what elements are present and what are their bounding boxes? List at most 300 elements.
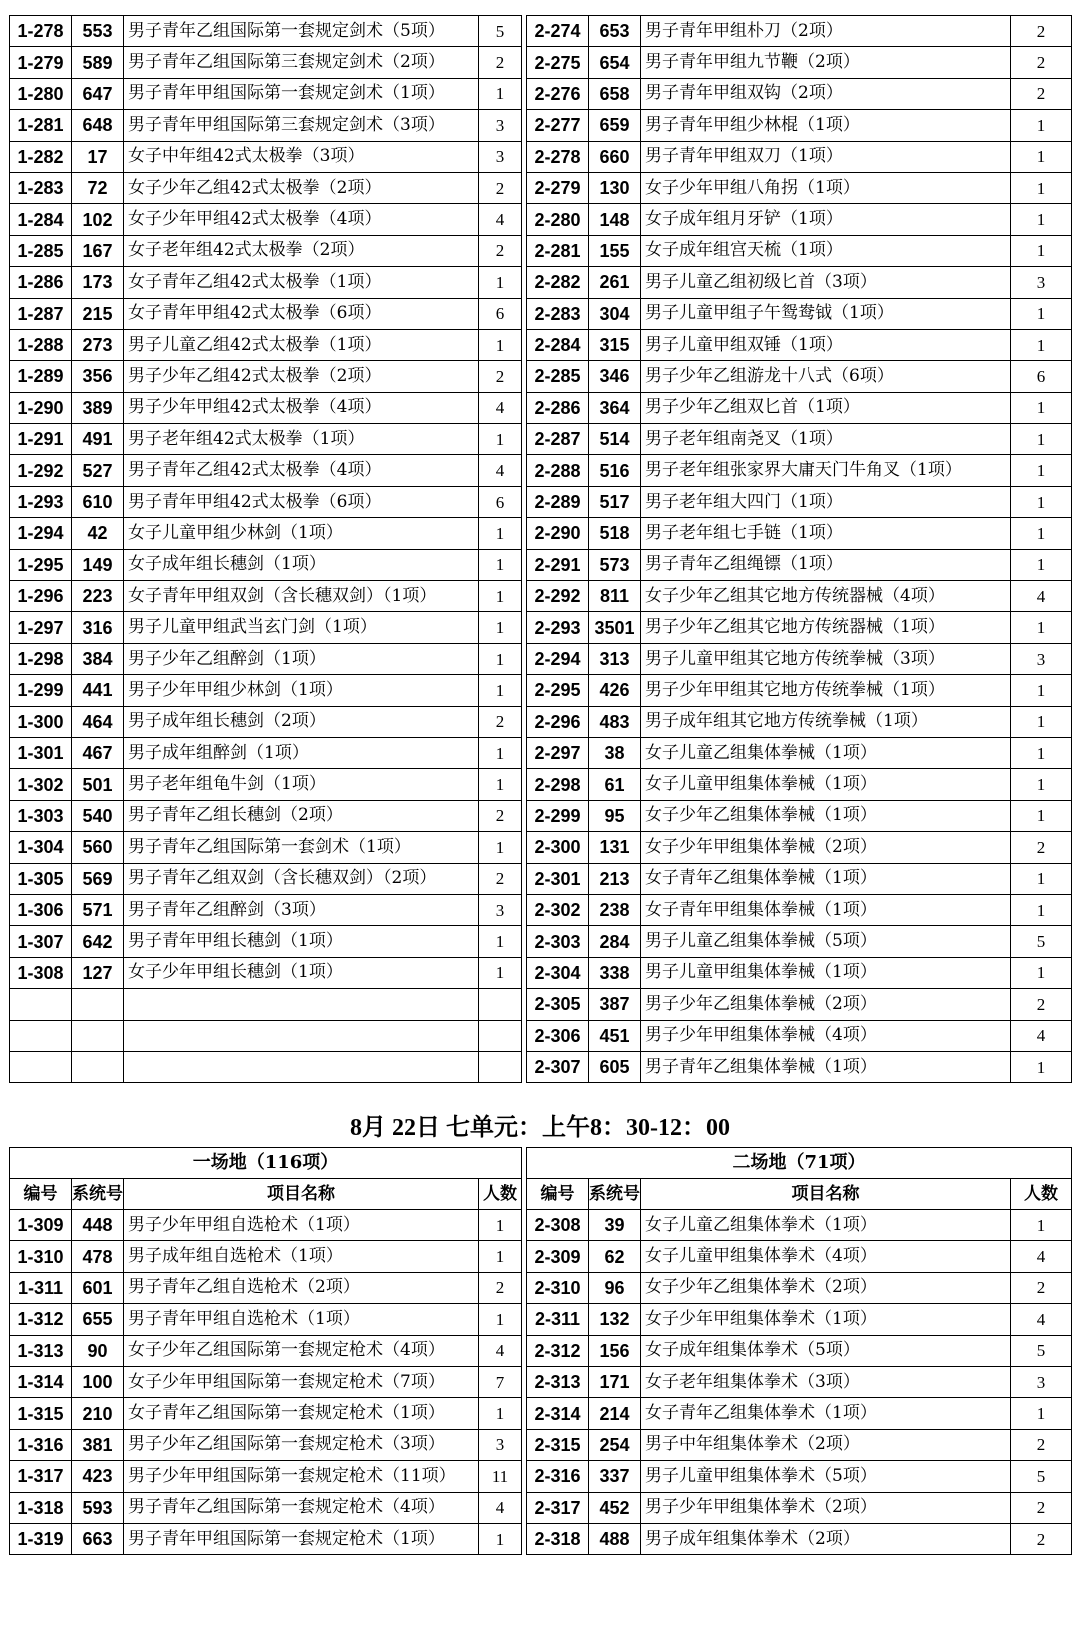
system-number: 214 (589, 1398, 641, 1429)
col-header-count: 人数 (1011, 1179, 1072, 1210)
system-number: 491 (72, 424, 124, 455)
table-row (10, 424, 1072, 455)
event-name: 男子老年组张家界大庸天门牛角叉（1项） (641, 455, 1011, 486)
system-number: 642 (72, 926, 124, 957)
event-code: 1-278 (10, 16, 72, 47)
table-row (10, 1020, 1072, 1051)
event-code: 2-314 (527, 1398, 589, 1429)
event-name: 男子少年乙组42式太极拳（2项） (124, 361, 479, 392)
table-row (10, 1461, 1072, 1492)
table-row (10, 894, 1072, 925)
participant-count: 1 (1011, 172, 1072, 203)
system-number: 610 (72, 486, 124, 517)
event-name (124, 1051, 479, 1082)
system-number: 304 (589, 298, 641, 329)
system-number: 261 (589, 267, 641, 298)
table-row (10, 110, 1072, 141)
participant-count: 1 (1011, 675, 1072, 706)
event-name: 男子青年乙组国际第三套规定剑术（2项） (124, 47, 479, 78)
system-number: 156 (589, 1335, 641, 1366)
event-code: 2-316 (527, 1461, 589, 1492)
event-name: 女子青年甲组集体拳械（1项） (641, 894, 1011, 925)
event-code: 1-279 (10, 47, 72, 78)
event-name: 男子少年乙组游龙十八式（6项） (641, 361, 1011, 392)
participant-count: 2 (1011, 1492, 1072, 1523)
event-code: 1-293 (10, 486, 72, 517)
table-row (10, 361, 1072, 392)
participant-count: 1 (479, 675, 522, 706)
table-row (10, 675, 1072, 706)
system-number: 518 (589, 518, 641, 549)
event-code: 1-306 (10, 894, 72, 925)
table-row (10, 16, 1072, 47)
event-code: 1-304 (10, 832, 72, 863)
table-row (10, 392, 1072, 423)
event-code: 2-285 (527, 361, 589, 392)
event-name: 女子少年乙组其它地方传统器械（4项） (641, 581, 1011, 612)
participant-count: 2 (1011, 989, 1072, 1020)
event-code: 1-317 (10, 1461, 72, 1492)
system-number (72, 1020, 124, 1051)
event-code: 1-284 (10, 204, 72, 235)
system-number: 17 (72, 141, 124, 172)
table-row (10, 267, 1072, 298)
event-name: 女子少年甲组长穗剑（1项） (124, 957, 479, 988)
participant-count: 1 (1011, 204, 1072, 235)
participant-count: 2 (479, 1272, 522, 1303)
event-code: 1-281 (10, 110, 72, 141)
participant-count: 4 (479, 392, 522, 423)
participant-count: 1 (479, 1398, 522, 1429)
participant-count: 1 (479, 1523, 522, 1554)
system-number: 648 (72, 110, 124, 141)
participant-count: 1 (1011, 392, 1072, 423)
participant-count: 3 (1011, 267, 1072, 298)
event-code: 2-317 (527, 1492, 589, 1523)
participant-count: 2 (479, 235, 522, 266)
event-name: 女子青年乙组国际第一套规定枪术（1项） (124, 1398, 479, 1429)
event-code: 2-281 (527, 235, 589, 266)
event-code: 2-300 (527, 832, 589, 863)
event-name: 女子青年乙组集体拳械（1项） (641, 863, 1011, 894)
system-number: 42 (72, 518, 124, 549)
event-code: 2-286 (527, 392, 589, 423)
event-code: 2-307 (527, 1051, 589, 1082)
event-name: 女子少年甲组集体拳术（1项） (641, 1304, 1011, 1335)
participant-count: 1 (1011, 1398, 1072, 1429)
system-number: 387 (589, 989, 641, 1020)
participant-count: 1 (1011, 1051, 1072, 1082)
event-code: 1-305 (10, 863, 72, 894)
event-code: 1-285 (10, 235, 72, 266)
participant-count: 1 (1011, 235, 1072, 266)
event-name: 女子儿童乙组集体拳械（1项） (641, 737, 1011, 768)
participant-count: 1 (1011, 612, 1072, 643)
participant-count: 1 (479, 1241, 522, 1272)
event-code: 2-290 (527, 518, 589, 549)
table-row (10, 1335, 1072, 1366)
table-row (10, 172, 1072, 203)
system-number: 654 (589, 47, 641, 78)
event-name: 男子成年组醉剑（1项） (124, 737, 479, 768)
system-number: 426 (589, 675, 641, 706)
participant-count: 1 (479, 518, 522, 549)
system-number: 223 (72, 581, 124, 612)
event-code: 2-283 (527, 298, 589, 329)
system-number: 346 (589, 361, 641, 392)
system-number: 72 (72, 172, 124, 203)
participant-count: 1 (1011, 486, 1072, 517)
participant-count: 2 (479, 800, 522, 831)
system-number: 90 (72, 1335, 124, 1366)
system-number: 389 (72, 392, 124, 423)
event-name: 女子儿童甲组少林剑（1项） (124, 518, 479, 549)
event-name: 男子儿童甲组集体拳术（5项） (641, 1461, 1011, 1492)
col-header-name: 项目名称 (641, 1179, 1011, 1210)
participant-count: 5 (1011, 926, 1072, 957)
event-name: 女子青年甲组42式太极拳（6项） (124, 298, 479, 329)
event-name: 男子中年组集体拳术（2项） (641, 1429, 1011, 1460)
event-name: 女子少年甲组42式太极拳（4项） (124, 204, 479, 235)
event-name: 女子少年甲组国际第一套规定枪术（7项） (124, 1366, 479, 1397)
system-number: 573 (589, 549, 641, 580)
event-name: 男子儿童甲组集体拳械（1项） (641, 957, 1011, 988)
system-number: 488 (589, 1523, 641, 1554)
event-name: 女子少年乙组集体拳械（1项） (641, 800, 1011, 831)
participant-count: 4 (479, 455, 522, 486)
system-number: 102 (72, 204, 124, 235)
event-code: 2-288 (527, 455, 589, 486)
system-number: 467 (72, 737, 124, 768)
event-name: 女子青年乙组集体拳术（1项） (641, 1398, 1011, 1429)
participant-count: 1 (1011, 1210, 1072, 1241)
system-number: 38 (589, 737, 641, 768)
participant-count: 5 (1011, 1461, 1072, 1492)
system-number: 514 (589, 424, 641, 455)
event-code: 2-318 (527, 1523, 589, 1554)
system-number: 601 (72, 1272, 124, 1303)
participant-count: 1 (1011, 706, 1072, 737)
event-code: 1-297 (10, 612, 72, 643)
system-number: 132 (589, 1304, 641, 1335)
system-number: 441 (72, 675, 124, 706)
event-code: 2-298 (527, 769, 589, 800)
event-code: 2-277 (527, 110, 589, 141)
system-number: 527 (72, 455, 124, 486)
event-code: 2-278 (527, 141, 589, 172)
system-number: 381 (72, 1429, 124, 1460)
system-number: 364 (589, 392, 641, 423)
event-name: 男子青年乙组长穗剑（2项） (124, 800, 479, 831)
system-number: 3501 (589, 612, 641, 643)
event-name: 男子青年乙组双剑（含长穗双剑）（2项） (124, 863, 479, 894)
event-name: 女子成年组集体拳术（5项） (641, 1335, 1011, 1366)
event-code: 1-307 (10, 926, 72, 957)
schedule-table-top (9, 15, 1072, 1083)
participant-count: 1 (1011, 424, 1072, 455)
system-number: 560 (72, 832, 124, 863)
table-row (10, 235, 1072, 266)
event-code: 2-275 (527, 47, 589, 78)
participant-count (479, 1020, 522, 1051)
event-code: 2-282 (527, 267, 589, 298)
system-number: 448 (72, 1210, 124, 1241)
event-code: 1-280 (10, 78, 72, 109)
system-number: 167 (72, 235, 124, 266)
event-name: 女子少年乙组集体拳术（2项） (641, 1272, 1011, 1303)
event-name: 男子儿童甲组其它地方传统拳械（3项） (641, 643, 1011, 674)
participant-count: 1 (1011, 800, 1072, 831)
event-code: 1-302 (10, 769, 72, 800)
event-name: 男子少年甲组自选枪术（1项） (124, 1210, 479, 1241)
event-name: 男子青年甲组国际第一套规定剑术（1项） (124, 78, 479, 109)
event-code: 2-284 (527, 329, 589, 360)
event-name: 男子少年乙组双匕首（1项） (641, 392, 1011, 423)
event-code: 2-309 (527, 1241, 589, 1272)
schedule-table-bottom (9, 1147, 1072, 1555)
participant-count: 4 (1011, 581, 1072, 612)
system-number: 95 (589, 800, 641, 831)
table-row (10, 863, 1072, 894)
table-row (10, 832, 1072, 863)
participant-count: 2 (1011, 1429, 1072, 1460)
system-number: 39 (589, 1210, 641, 1241)
participant-count (479, 1051, 522, 1082)
event-code: 2-295 (527, 675, 589, 706)
system-number: 171 (589, 1366, 641, 1397)
table-row (10, 1429, 1072, 1460)
participant-count: 4 (1011, 1241, 1072, 1272)
system-number: 61 (589, 769, 641, 800)
system-number: 384 (72, 643, 124, 674)
participant-count: 6 (479, 486, 522, 517)
event-name: 男子成年组自选枪术（1项） (124, 1241, 479, 1272)
event-name: 男子少年甲组集体拳械（4项） (641, 1020, 1011, 1051)
event-code: 2-313 (527, 1366, 589, 1397)
event-code: 2-308 (527, 1210, 589, 1241)
table-row (10, 1272, 1072, 1303)
event-code: 1-283 (10, 172, 72, 203)
event-name: 男子儿童乙组集体拳械（5项） (641, 926, 1011, 957)
event-name: 男子老年组大四门（1项） (641, 486, 1011, 517)
event-name: 男子少年甲组42式太极拳（4项） (124, 392, 479, 423)
event-name: 男子青年乙组自选枪术（2项） (124, 1272, 479, 1303)
participant-count: 1 (479, 549, 522, 580)
event-name: 男子少年乙组醉剑（1项） (124, 643, 479, 674)
participant-count: 1 (479, 329, 522, 360)
participant-count: 4 (479, 1492, 522, 1523)
event-code: 2-301 (527, 863, 589, 894)
col-header-name: 项目名称 (124, 1179, 479, 1210)
event-code: 2-289 (527, 486, 589, 517)
participant-count: 1 (479, 769, 522, 800)
event-name: 男子儿童甲组武当玄门剑（1项） (124, 612, 479, 643)
event-name: 男子少年乙组集体拳械（2项） (641, 989, 1011, 1020)
participant-count: 5 (479, 16, 522, 47)
event-code: 1-318 (10, 1492, 72, 1523)
participant-count: 3 (479, 110, 522, 141)
event-name: 男子青年甲组双刀（1项） (641, 141, 1011, 172)
system-number: 605 (589, 1051, 641, 1082)
table-row (10, 1304, 1072, 1335)
participant-count: 2 (1011, 1523, 1072, 1554)
event-code (10, 1051, 72, 1082)
participant-count: 2 (1011, 47, 1072, 78)
event-name: 女子儿童甲组集体拳术（4项） (641, 1241, 1011, 1272)
event-name: 男子青年甲组九节鞭（2项） (641, 47, 1011, 78)
event-code: 1-310 (10, 1241, 72, 1272)
participant-count: 4 (479, 204, 522, 235)
event-name: 男子青年甲组少林棍（1项） (641, 110, 1011, 141)
event-code: 2-306 (527, 1020, 589, 1051)
event-code: 2-279 (527, 172, 589, 203)
system-number: 517 (589, 486, 641, 517)
table-row (10, 455, 1072, 486)
system-number: 62 (589, 1241, 641, 1272)
event-code: 1-319 (10, 1523, 72, 1554)
system-number: 96 (589, 1272, 641, 1303)
table-row (10, 926, 1072, 957)
table-row (10, 1366, 1072, 1397)
event-code: 1-315 (10, 1398, 72, 1429)
participant-count: 2 (479, 706, 522, 737)
event-name: 男子儿童甲组子午鸳鸯钺（1项） (641, 298, 1011, 329)
system-number: 155 (589, 235, 641, 266)
participant-count: 2 (1011, 16, 1072, 47)
event-name: 男子青年甲组42式太极拳（6项） (124, 486, 479, 517)
participant-count: 1 (1011, 298, 1072, 329)
system-number: 483 (589, 706, 641, 737)
system-number: 313 (589, 643, 641, 674)
event-code: 2-293 (527, 612, 589, 643)
participant-count: 1 (1011, 141, 1072, 172)
participant-count: 2 (1011, 1272, 1072, 1303)
participant-count: 4 (1011, 1304, 1072, 1335)
event-name: 男子少年甲组其它地方传统拳械（1项） (641, 675, 1011, 706)
system-number: 589 (72, 47, 124, 78)
system-number: 478 (72, 1241, 124, 1272)
system-number: 569 (72, 863, 124, 894)
participant-count: 2 (479, 863, 522, 894)
system-number: 451 (589, 1020, 641, 1051)
table-row (10, 141, 1072, 172)
table-row (10, 486, 1072, 517)
event-name: 男子少年乙组其它地方传统器械（1项） (641, 612, 1011, 643)
col-header-count: 人数 (479, 1179, 522, 1210)
event-code: 1-298 (10, 643, 72, 674)
participant-count: 6 (1011, 361, 1072, 392)
event-code: 2-297 (527, 737, 589, 768)
event-name: 女子少年乙组国际第一套规定枪术（4项） (124, 1335, 479, 1366)
system-number: 659 (589, 110, 641, 141)
event-name: 女子儿童乙组集体拳术（1项） (641, 1210, 1011, 1241)
participant-count: 1 (1011, 957, 1072, 988)
event-code: 2-299 (527, 800, 589, 831)
participant-count: 7 (479, 1366, 522, 1397)
event-name: 男子少年甲组少林剑（1项） (124, 675, 479, 706)
participant-count: 1 (1011, 549, 1072, 580)
event-name: 男子青年乙组国际第一套规定枪术（4项） (124, 1492, 479, 1523)
event-code: 2-292 (527, 581, 589, 612)
participant-count: 2 (479, 47, 522, 78)
event-code: 2-287 (527, 424, 589, 455)
system-number: 273 (72, 329, 124, 360)
event-code: 2-305 (527, 989, 589, 1020)
participant-count: 11 (479, 1461, 522, 1492)
event-name: 女子青年甲组双剑（含长穗双剑）（1项） (124, 581, 479, 612)
participant-count: 2 (1011, 78, 1072, 109)
event-name: 男子青年甲组长穗剑（1项） (124, 926, 479, 957)
event-code: 1-308 (10, 957, 72, 988)
participant-count (479, 989, 522, 1020)
system-number: 148 (589, 204, 641, 235)
table-row (10, 1398, 1072, 1429)
participant-count: 2 (479, 361, 522, 392)
col-header-code: 编号 (527, 1179, 589, 1210)
participant-count: 3 (479, 1429, 522, 1460)
event-code: 1-282 (10, 141, 72, 172)
event-code: 1-287 (10, 298, 72, 329)
event-code: 1-290 (10, 392, 72, 423)
participant-count: 1 (1011, 455, 1072, 486)
session-title: 8月 22日 七单元：上午8：30-12：00 (350, 1115, 730, 1141)
event-code: 2-274 (527, 16, 589, 47)
system-number: 316 (72, 612, 124, 643)
event-name: 男子成年组长穗剑（2项） (124, 706, 479, 737)
participant-count: 1 (479, 1304, 522, 1335)
event-code: 2-312 (527, 1335, 589, 1366)
event-code: 2-291 (527, 549, 589, 580)
system-number: 213 (589, 863, 641, 894)
table-row (10, 298, 1072, 329)
table-row (10, 518, 1072, 549)
participant-count: 3 (1011, 643, 1072, 674)
participant-count: 2 (479, 172, 522, 203)
event-name: 男子少年乙组国际第一套规定枪术（3项） (124, 1429, 479, 1460)
table-row (10, 612, 1072, 643)
participant-count: 3 (479, 894, 522, 925)
system-number: 130 (589, 172, 641, 203)
system-number: 238 (589, 894, 641, 925)
event-name: 男子儿童甲组双锤（1项） (641, 329, 1011, 360)
event-name: 男子老年组七手链（1项） (641, 518, 1011, 549)
system-number: 501 (72, 769, 124, 800)
table-row (10, 643, 1072, 674)
system-number: 356 (72, 361, 124, 392)
participant-count: 1 (1011, 894, 1072, 925)
system-number: 254 (589, 1429, 641, 1460)
event-name: 女子成年组宫天梳（1项） (641, 235, 1011, 266)
table-row (10, 1241, 1072, 1272)
event-name: 男子青年甲组自选枪术（1项） (124, 1304, 479, 1335)
event-name: 女子中年组42式太极拳（3项） (124, 141, 479, 172)
event-name: 男子青年乙组国际第一套剑术（1项） (124, 832, 479, 863)
event-code: 1-295 (10, 549, 72, 580)
event-code: 1-286 (10, 267, 72, 298)
table-row (10, 1492, 1072, 1523)
system-number: 338 (589, 957, 641, 988)
system-number: 663 (72, 1523, 124, 1554)
system-number: 647 (72, 78, 124, 109)
event-name: 女子老年组42式太极拳（2项） (124, 235, 479, 266)
system-number: 215 (72, 298, 124, 329)
participant-count: 1 (479, 737, 522, 768)
system-number: 131 (589, 832, 641, 863)
event-name: 男子青年甲组朴刀（2项） (641, 16, 1011, 47)
table-row (10, 78, 1072, 109)
venue-left-header: 一场地（116项） (10, 1148, 522, 1179)
event-code (10, 989, 72, 1020)
